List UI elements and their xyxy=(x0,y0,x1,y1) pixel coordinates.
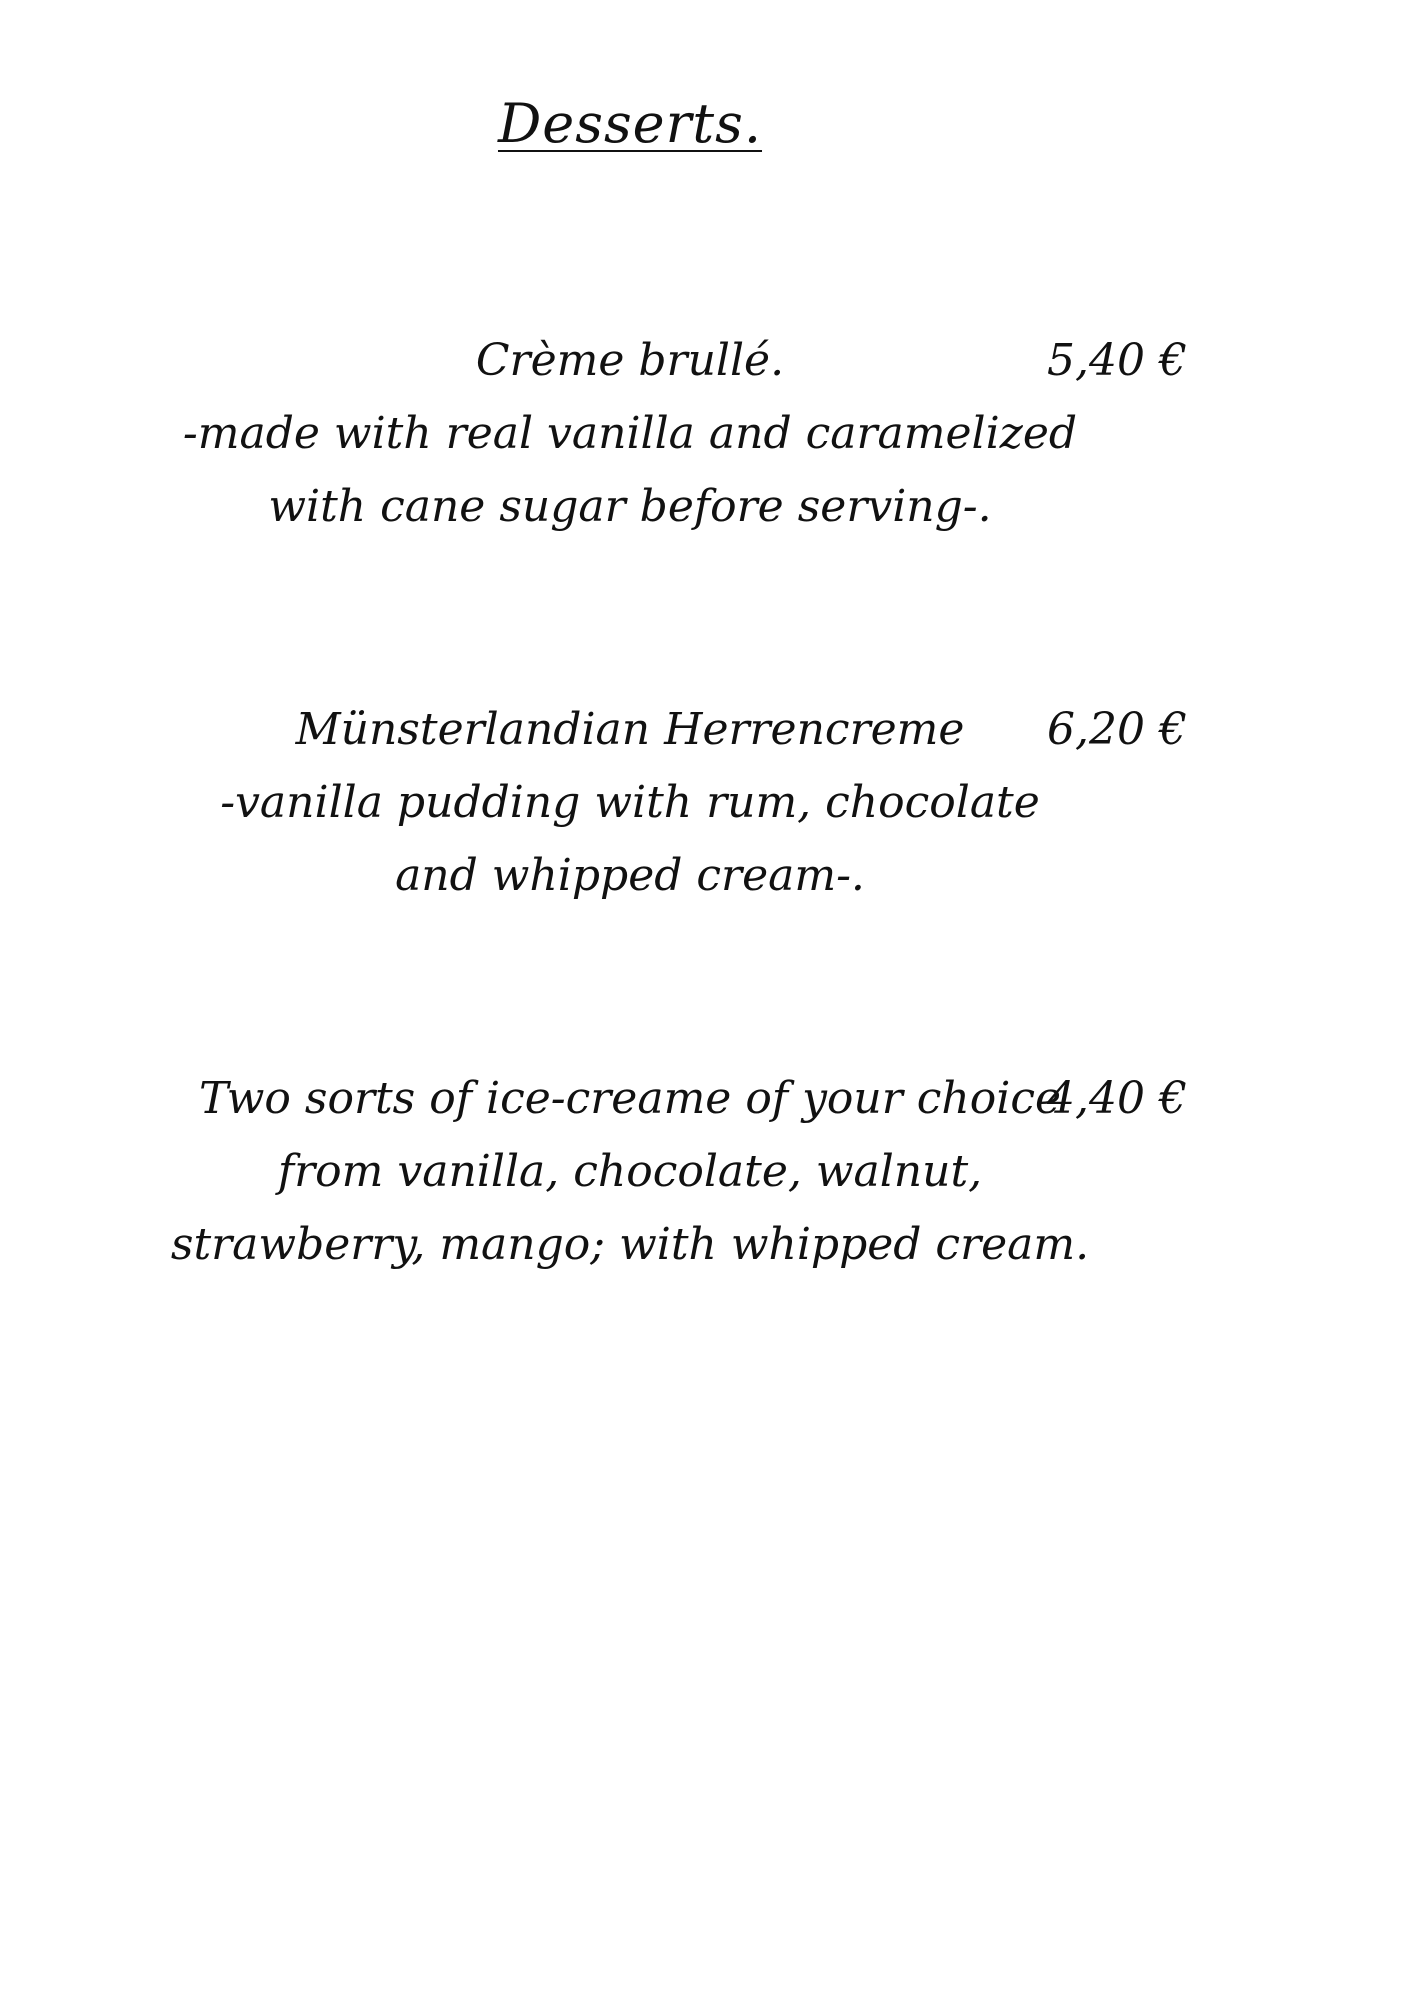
dessert-name: Crème brullé. xyxy=(475,335,785,386)
dessert-description-line: strawberry, mango; with whipped cream. xyxy=(170,1219,1090,1270)
dessert-name: Two sorts of ice-creame of your choice xyxy=(198,1073,1062,1124)
dessert-description-line: with cane sugar before serving-. xyxy=(268,481,992,532)
dessert-description-line: from vanilla, chocolate, walnut, xyxy=(277,1146,983,1197)
dessert-price: 6,20 € xyxy=(1047,704,1187,755)
menu-title: Desserts. xyxy=(497,92,763,155)
dessert-price: 4,40 € xyxy=(1047,1073,1187,1124)
dessert-name: Münsterlandian Herrencreme xyxy=(295,704,965,755)
dessert-description-line: and whipped cream-. xyxy=(395,850,865,901)
dessert-price: 5,40 € xyxy=(1047,335,1187,386)
dessert-description-line: -vanilla pudding with rum, chocolate xyxy=(220,777,1040,828)
dessert-description-line: -made with real vanilla and caramelized xyxy=(182,408,1078,459)
